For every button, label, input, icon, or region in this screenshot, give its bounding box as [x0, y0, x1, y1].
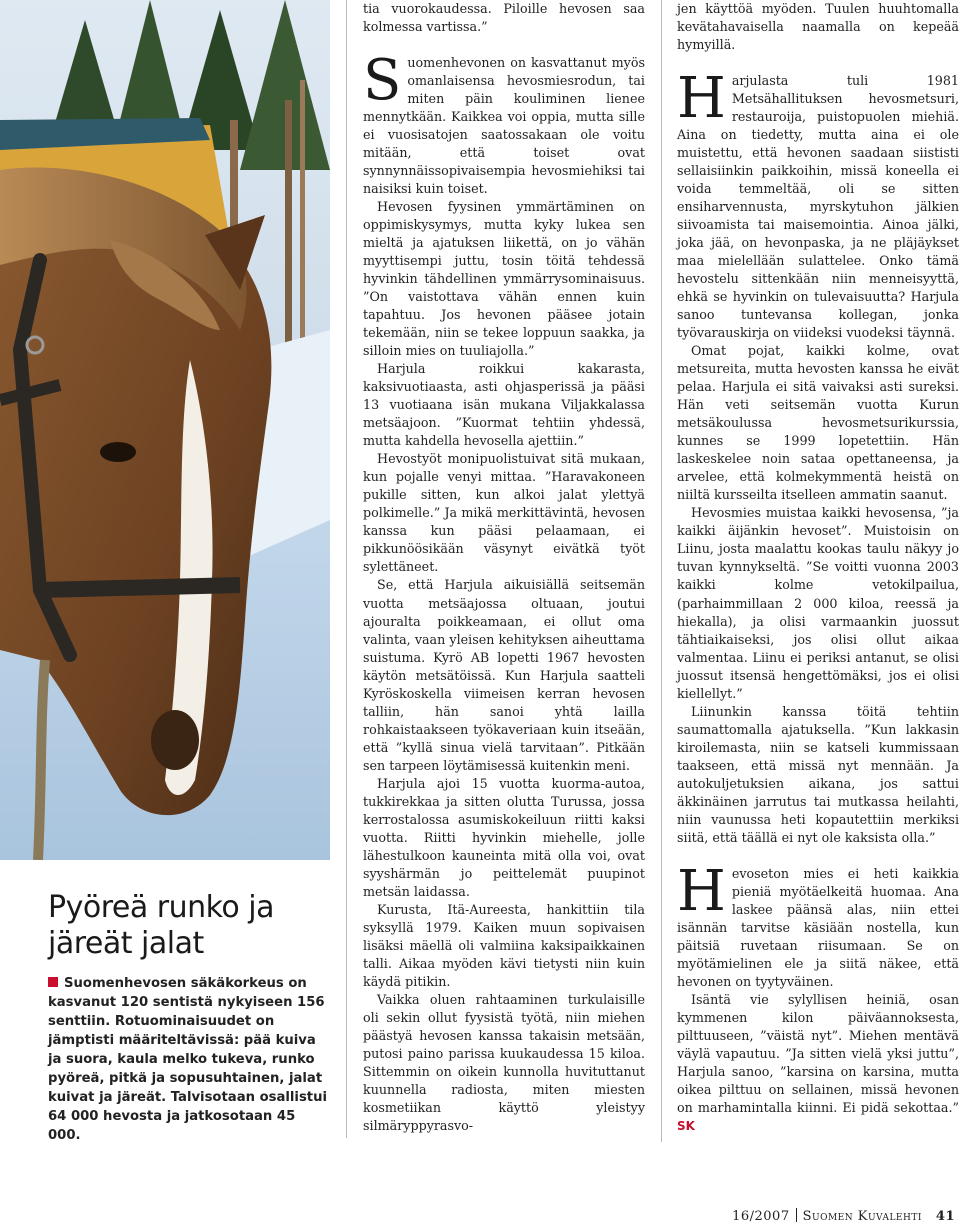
paragraph: Se, että Harjula aikuisiällä seitsemän vuotta metsäajossa oltuaan, joutui ajouralta poikkeamaan, ei ollut oma valinta, vaan yleisen kehityksen aiheuttama suistuma. Kyrö AB lopetti 1967 hevosten käytön metsätöissä. Kun Harjula saatteli Kyröskoskella viimeisen kerran hevosen talliin, hän sanoi yhtä lailla rohkaistaakseen työkaveriaan kuin itseään, että ”kyllä sinua vielä tarvitaan”. Pitkään sen tarpeen löytämisessä kuitenkin meni.: [363, 577, 645, 773]
paragraph: Harjula roikkui kakarasta, kaksivuotiaasta, asti ohjasperissä ja pääsi 13 vuotiaana isän mukana Viljakkalassa metsäajoon. ”Kuormat tehtiin yhdessä, mutta kahdella hevosella ajettiin.”: [363, 361, 645, 449]
page-number: 41: [935, 1209, 955, 1224]
column-divider-2: [661, 0, 662, 1142]
lead-paragraph: [677, 66, 959, 342]
article-column-2: [363, 0, 645, 1135]
paragraph: Liinunkin kanssa töitä tehtiin saumattomalla ajatuksella. ”Kun lakkasin kiroilemasta, niin se katseli kummissaan taakseen, että missä nyt mennään. Ja autokuljetuksien aikana, jos sattui äkkinäinen jarrutus tai mutkassa heilahti, niin vaunussa heti kopautettiin merkiksi siitä, että täällä ei nyt ole kaksista olla.”: [677, 703, 959, 845]
closing-text: Isäntä vie sylyllisen heiniä, osan kymmenen kilon päiväannoksesta, pilttuuseen, ”väistä nyt”. Miehen mentävä väylä vapautuu. ”Ja sitten vielä yksi juttu”, Harjula sanoo, ”karsina on karsina, mutta oikea pilttuu on sellainen, missä hevonen on marhamintalla kiinni. Ei pidä sekottaa.”: [677, 991, 959, 1115]
article-column-3: [677, 0, 959, 1135]
paragraph: jen käyttöä myöden. Tuulen huuhtomalla kevätahavaisella naamalla on kepeää hymyillä.: [677, 1, 959, 53]
page-footer: [700, 1208, 955, 1224]
lead-text: evoseton mies ei heti kaikkia pieniä myötäelkeitä huomaa. Ana laskee päänsä alas, niin ettei isännän tarvitse käsiään nostella, kun päitsiä ruvetaan riisumaan. Se on myötämielinen ele ja siitä näkee, että hevonen on tyytyväinen.: [677, 865, 959, 989]
issue-number: 16/2007: [732, 1209, 790, 1224]
lead-paragraph: [677, 858, 959, 991]
paragraph: [677, 991, 959, 1135]
horse-photo: [0, 0, 330, 860]
horse-illustration: [0, 0, 330, 860]
author-signature: SK: [677, 1118, 695, 1133]
footer-divider: [796, 1208, 797, 1222]
paragraph: Harjula ajoi 15 vuotta kuorma-autoa, tukkirekkaa ja sitten olutta Turussa, jossa kerrostalossa asumiskokeiluun riitti kaksi vuotta. Riitti hyvinkin miehelle, jolle lähestulkoon kauneinta mitä olla voi, ovat syyshärmän jo peittelemät puupinot metsän laidassa.: [363, 775, 645, 899]
paragraph: Vaikka oluen rahtaaminen turkulaisille oli sekin ollut fyysistä työtä, niin miehen päästyä hevosen kanssa takaisin metsään, putosi paino parissa kuukaudessa 15 kiloa. Sittemmin on oikein kunnolla huvituttanut kuunnella radiosta, miten miesten kosmetiikan käyttö yleistyy silmäryppyrasvo-: [363, 991, 645, 1133]
magazine-name: Suomen Kuvalehti: [802, 1209, 922, 1224]
paragraph: Kurusta, Itä-Aureesta, hankittiin tila syksyllä 1979. Kaiken muun sopivaisen lisäksi mäellä oli valmiina kaksipaikkainen talli. Aikaa myöden kävi tietysti niin kuin käydä pitikin.: [363, 901, 645, 989]
column-divider-1: [346, 0, 347, 1138]
paragraph: tia vuorokaudessa. Piloille hevosen saa kolmessa vartissa.”: [363, 1, 645, 35]
sidebar-factbox: [48, 890, 330, 1145]
drop-cap: H: [677, 858, 726, 924]
sidebar-text: [48, 974, 330, 1145]
sidebar-body: Suomenhevosen säkäkorkeus on kasvanut 120 sentistä nykyiseen 156 senttiin. Rotuominaisuudet on jämptisti määriteltävissä: pää kuiva ja suora, kaula melko tukeva, runko pyöreä, pitkä ja sopusuhtainen, jalat kuivat ja järeät. Talvisotaan osallistui 64 000 hevosta ja jatkosotaan 45 000.: [48, 976, 328, 1143]
paragraph: Hevostyöt monipuolistuivat sitä mukaan, kun pojalle venyi mittaa. ”Haravakoneen pukille sitten, kun alkoi jalat ylettyä polkimelle.” Ja mikä merkittävintä, hevosen kanssa kun pääsi pelaamaan, ei pikkunöösikään väsynyt eivätkä työt sylettäneet.: [363, 451, 645, 575]
paragraph: Hevosmies muistaa kaikki hevosensa, ”ja kaikki äijänkin hevoset”. Muistoisin on Liinu, josta maalattu kookas taulu näkyy jo tuvan kynnykseltä. ”Se voitti vuonna 2003 kaikki kolme vetokilpailua, (parhaimmillaan 2 000 kiloa, reessä ja hiekalla), ja olisi varmaankin juossut tähtiaikaiseksi, jos olisi ollut aikaa valmentaa. Liinu ei periksi antanut, se olisi juossut itsensä hengettömäksi, jos ei olisi kiellellyt.”: [677, 505, 959, 701]
lead-text: arjulasta tuli 1981 Metsähallituksen hevosmetsuri, restauroija, puistopuolen miehiä. Aina on tiedetty, mutta aina ei ole muistettu, että hevonen saadaan siististi sellaisiinkin paikkoihin, missä koneella ei voida temmeltää, oli se sitten ensiharvennusta, myrskytuhon jälkien siivoamista tai maisemointia. Ainoa jälki, joka jää, on hevonpaska, ja ne pläjäykset maa mielellään sulattelee. Onko tämä hevostelu sittenkään niin menneisyyttä, ehkä se hyvinkin on tulevaisuutta? Harjula sanoo tuntevansa kollegan, jonka työvarauskirja on viideksi vuodeksi täynnä.: [677, 73, 959, 341]
paragraph: Hevosen fyysinen ymmärtäminen on oppimiskysymys, mutta kyky lukea sen mieltä ja ajatuksen liikettä, on jo vähän myyttisempi juttu, tosin töitä tehdessä hyvinkin tähdellinen ymmärrysominaisuus. ”On vaistottava vähän ennen kuin tapahtuu. Jos hevonen pääsee jotain tekemään, niin se tekee loppuun saakka, ja silloin mies on tuuliajolla.”: [363, 199, 645, 359]
bullet-square-icon: [48, 977, 58, 987]
lead-paragraph: [363, 48, 645, 198]
lead-text: uomenhevonen on kasvattanut myös omanlaisensa hevosmiesrodun, tai miten päin kouliminen lienee mennytkään. Kaikkea voi oppia, mutta sille ei vuosisatojen saatossakaan ole voitu mitään, että toiset ovat synnynnäissopivaisempia hevosmiehiksi tai naisiksi kuin toiset.: [363, 55, 645, 197]
sidebar-title: Pyöreä runko ja järeät jalat: [48, 890, 275, 961]
drop-cap: H: [677, 66, 726, 132]
paragraph: Omat pojat, kaikki kolme, ovat metsureita, mutta hevosten kanssa he eivät pelaa. Harjula ei sitä vaivaksi asti sureksi. Hän veti seitsemän vuotta Kurun metsäkoulussa hevosmetsurikurssia, kunnes se 1999 lopetettiin. Hän laskeskelee noin sataa opettaneensa, ja arvelee, että kolmekymmentä heistä on niiltä kursseilta itselleen ammatin saanut.: [677, 343, 959, 503]
drop-cap: S: [363, 48, 402, 114]
